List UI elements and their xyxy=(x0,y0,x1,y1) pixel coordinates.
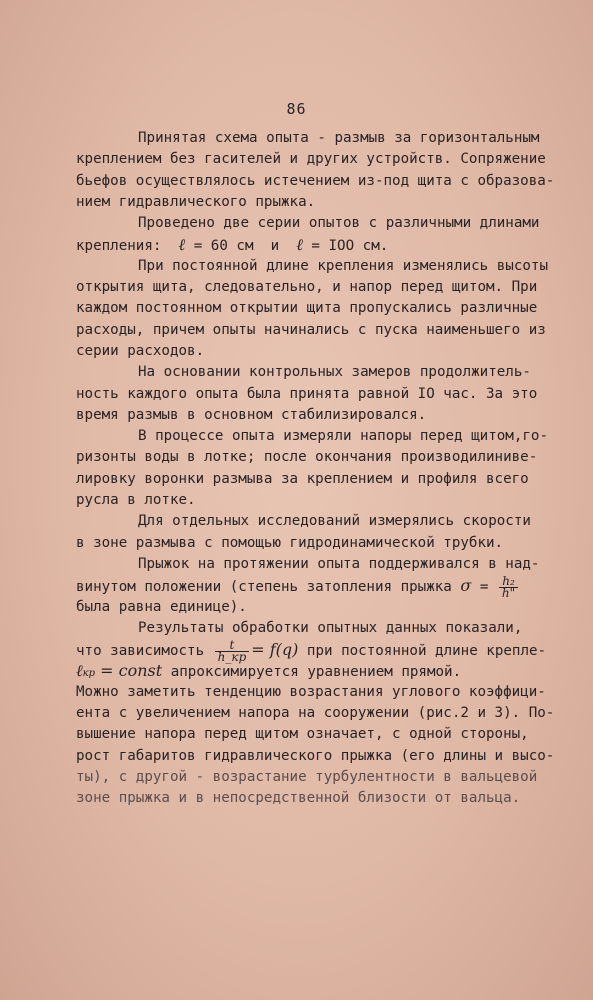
page-number: 86 xyxy=(286,100,307,118)
text-fragment: = xyxy=(471,579,497,596)
text-line: креплением без гасителей и других устройств. Сопряжение xyxy=(76,151,546,168)
text-fragment: что зависимость xyxy=(76,643,213,660)
text-line: в зоне размыва с помощью гидродинамической трубки. xyxy=(76,534,504,551)
text-line xyxy=(76,573,566,600)
text-fragment: = 60 см и xyxy=(185,238,297,255)
fraction xyxy=(499,573,518,600)
fraction-denominator: h" xyxy=(501,585,516,600)
text-line: открытия щита, следовательно, и напор перед щитом. При xyxy=(76,279,538,296)
text-line: ность каждого опыта была принята равной IO час. За это xyxy=(76,385,538,402)
handwritten-symbol: ℓ xyxy=(296,235,303,255)
text-fragment: крепления: xyxy=(76,238,179,255)
text-line: нием гидравлического прыжка. xyxy=(76,193,316,210)
text-fragment: винутом положении (степень затопления прыжка xyxy=(76,579,461,596)
handwritten-symbol: σ xyxy=(460,576,472,596)
handwritten-subscript: кр xyxy=(82,668,96,680)
handwritten-symbol: ℓ xyxy=(76,661,83,681)
text-line: На основании контрольных замеров продолжитель- xyxy=(138,364,531,381)
text-line: была равна единице). xyxy=(76,598,247,615)
fraction-numerator: t xyxy=(215,640,250,652)
text-line: русла в лотке. xyxy=(76,492,196,509)
text-fragment: = IOO см. xyxy=(302,238,389,255)
fraction-numerator: h₂ xyxy=(499,576,518,588)
text-line: лировку воронки размыва за креплением и профиля всего xyxy=(76,470,529,487)
text-line: При постоянной длине крепления изменялись высоты xyxy=(138,257,548,274)
handwritten-symbol: ℓ xyxy=(178,235,186,255)
text-line: зоне прыжка и в непосредственной близости от вальца. xyxy=(76,790,521,807)
text-line: расходы, причем опыты начинались с пуска наименьшего из xyxy=(76,321,546,338)
text-line: ента с увеличением напора на сооружении (рис.2 и 3). По- xyxy=(76,705,555,722)
text-line: Проведено две серии опытов с различными длинами xyxy=(138,215,540,232)
text-line: бьефов осуществлялось истечением из-под щита с образова- xyxy=(76,172,555,189)
text-line: время размыв в основном стабилизировался. xyxy=(76,406,427,423)
text-fragment: при постоянной длине крепле- xyxy=(298,643,547,660)
text-fragment: апроксимируется уравнением прямой. xyxy=(162,664,462,681)
text-line: каждом постоянном открытии щита пропускались различные xyxy=(76,300,538,317)
handwritten-formula: = const xyxy=(95,661,163,681)
text-line xyxy=(76,234,566,255)
text-line: вышение напора перед щитом означает, с одной стороны, xyxy=(76,726,529,743)
text-line xyxy=(76,637,566,664)
fraction-denominator: h_кр xyxy=(217,649,247,664)
text-line: серии расходов. xyxy=(76,342,205,359)
text-line: рост габаритов гидравлического прыжка (его длины и высо- xyxy=(76,747,555,764)
text-line xyxy=(76,660,566,681)
fraction xyxy=(215,637,250,664)
text-line: Для отдельных исследований измерялись скорости xyxy=(138,513,531,530)
text-line: Прыжок на протяжении опыта поддерживался в над- xyxy=(138,555,540,572)
text-line: В процессе опыта измеряли напоры перед щитом,го- xyxy=(138,428,548,445)
text-line: Можно заметить тенденцию возрастания углового коэффици- xyxy=(76,683,546,700)
text-line: ризонты воды в лотке; после окончания производилиниве- xyxy=(76,449,538,466)
body-text xyxy=(76,128,566,810)
text-line: Результаты обработки опытных данных показали, xyxy=(138,619,523,636)
text-line: Принятая схема опыта - размыв за горизонтальным xyxy=(138,130,540,146)
text-line: ты), с другой - возрастание турбулентности в вальцевой xyxy=(76,768,538,785)
handwritten-formula: = f(q) xyxy=(251,640,299,660)
